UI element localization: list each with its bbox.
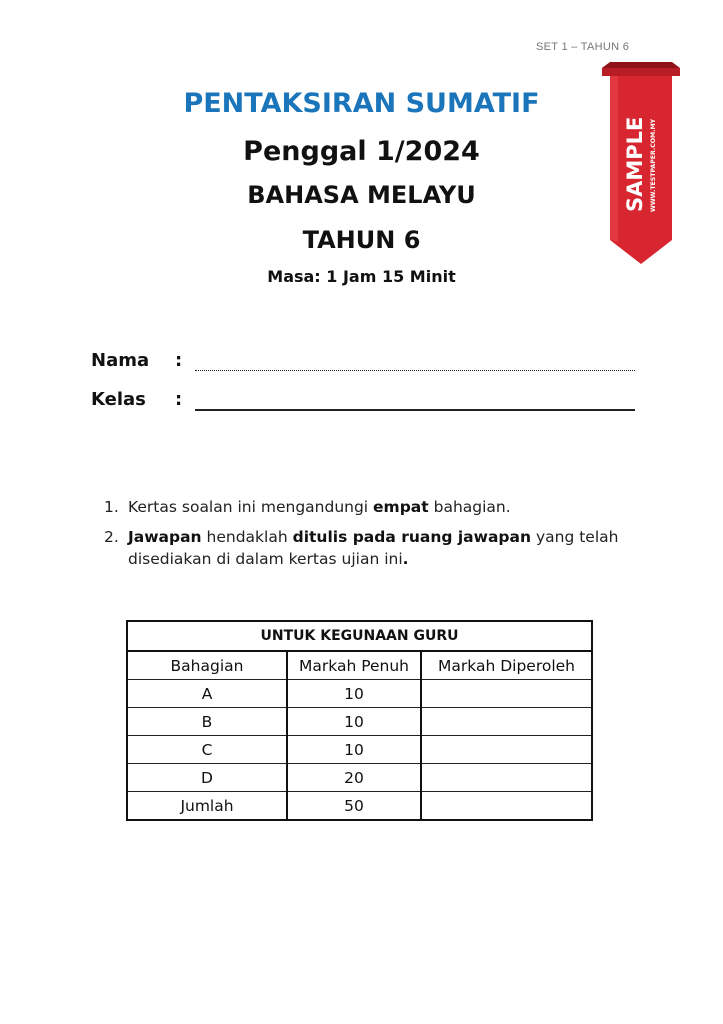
kelas-colon: : bbox=[175, 389, 183, 410]
cell-markah-diperoleh[interactable] bbox=[421, 680, 592, 708]
cell-markah-diperoleh[interactable] bbox=[421, 708, 592, 736]
table-header-row bbox=[127, 651, 592, 680]
table-row bbox=[127, 680, 592, 708]
instruction-item bbox=[104, 496, 624, 518]
table-row bbox=[127, 764, 592, 792]
instruction-item bbox=[104, 526, 624, 570]
exam-title: PENTAKSIRAN SUMATIF bbox=[183, 88, 540, 119]
instruction-text: Kertas soalan ini mengandungi empat bahagian. bbox=[128, 498, 511, 516]
teacher-marks-table bbox=[126, 620, 593, 821]
cell-markah-diperoleh[interactable] bbox=[421, 792, 592, 821]
set-label: SET 1 – TAHUN 6 bbox=[536, 41, 630, 53]
exam-year: TAHUN 6 bbox=[302, 226, 421, 254]
ribbon-sub-text: WWW.TESTPAPER.COM.MY bbox=[650, 118, 657, 212]
ribbon-body bbox=[610, 76, 672, 264]
cell-bahagian: C bbox=[127, 736, 287, 764]
cell-bahagian: B bbox=[127, 708, 287, 736]
table-row bbox=[127, 708, 592, 736]
cell-markah-penuh: 20 bbox=[287, 764, 421, 792]
column-header-markah-penuh: Markah Penuh bbox=[287, 651, 421, 680]
cell-markah-penuh: 50 bbox=[287, 792, 421, 821]
column-header-bahagian: Bahagian bbox=[127, 651, 287, 680]
table-row-total bbox=[127, 792, 592, 821]
nama-label: Nama bbox=[91, 350, 150, 371]
ribbon-main-text: SAMPLE bbox=[623, 116, 647, 212]
table-title: UNTUK KEGUNAAN GURU bbox=[127, 621, 592, 651]
instruction-text: Jawapan hendaklah ditulis pada ruang jawapan yang telah disediakan di dalam kertas ujian ini. bbox=[128, 528, 619, 568]
instruction-number: 2. bbox=[104, 528, 119, 546]
table-row bbox=[127, 736, 592, 764]
cell-markah-diperoleh[interactable] bbox=[421, 736, 592, 764]
nama-colon: : bbox=[175, 350, 183, 371]
exam-term: Penggal 1/2024 bbox=[243, 136, 480, 167]
cell-markah-penuh: 10 bbox=[287, 708, 421, 736]
column-header-markah-diperoleh: Markah Diperoleh bbox=[421, 651, 592, 680]
nama-field[interactable] bbox=[195, 370, 635, 371]
sample-ribbon-icon bbox=[598, 62, 684, 266]
instructions-list bbox=[104, 496, 624, 578]
cell-markah-diperoleh[interactable] bbox=[421, 764, 592, 792]
exam-subject: BAHASA MELAYU bbox=[247, 181, 476, 209]
cell-bahagian: Jumlah bbox=[127, 792, 287, 821]
cell-bahagian: D bbox=[127, 764, 287, 792]
cell-markah-penuh: 10 bbox=[287, 736, 421, 764]
instruction-number: 1. bbox=[104, 498, 119, 516]
kelas-label: Kelas bbox=[91, 389, 146, 410]
exam-duration: Masa: 1 Jam 15 Minit bbox=[267, 267, 456, 286]
kelas-field[interactable] bbox=[195, 409, 635, 411]
cell-markah-penuh: 10 bbox=[287, 680, 421, 708]
cell-bahagian: A bbox=[127, 680, 287, 708]
